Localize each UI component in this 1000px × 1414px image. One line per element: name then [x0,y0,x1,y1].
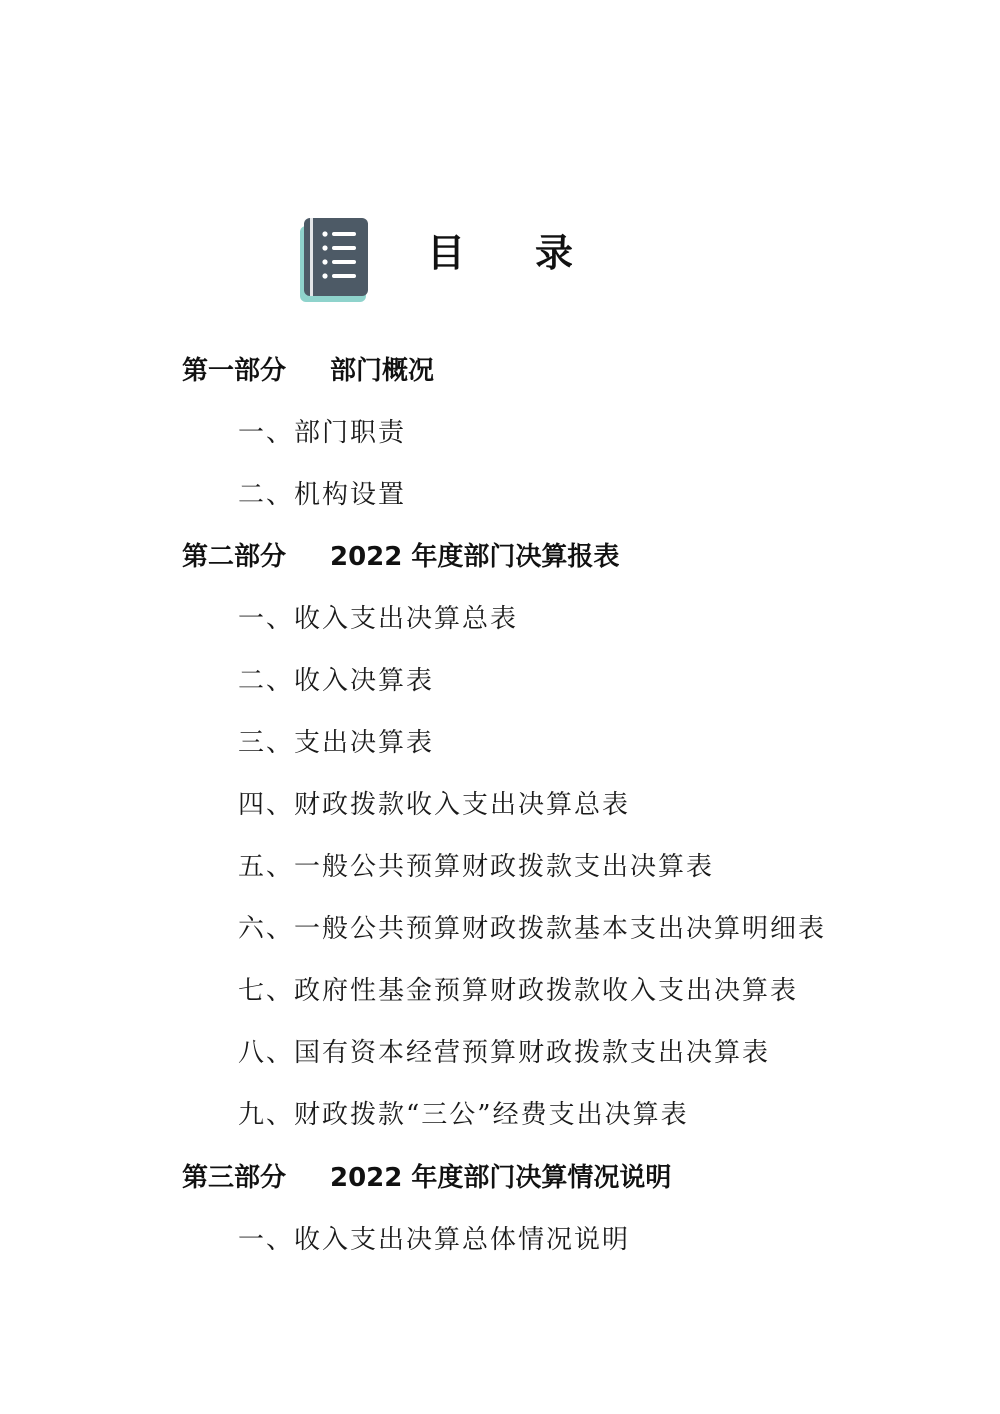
toc-item[interactable]: 七、政府性基金预算财政拨款收入支出决算表 [238,976,799,1006]
toc-item[interactable]: 一、收入支出决算总体情况说明 [238,1225,631,1255]
toc-item[interactable]: 三、支出决算表 [238,728,435,758]
part-label: 第一部分 [182,356,287,386]
part-label: 第三部分 [182,1163,287,1193]
part-title: 2022 年度部门决算报表 [330,542,620,572]
part-title: 2022 年度部门决算情况说明 [330,1163,672,1193]
toc-item[interactable]: 八、国有资本经营预算财政拨款支出决算表 [238,1038,771,1068]
toc-item[interactable]: 九、财政拨款“三公”经费支出决算表 [238,1100,689,1130]
toc-title-char-2: 录 [535,231,574,275]
toc-header [0,0,1000,320]
toc-book-icon [298,216,370,304]
toc-item[interactable]: 一、收入支出决算总表 [238,604,519,634]
toc-part-2[interactable] [182,537,619,577]
toc-item[interactable]: 二、机构设置 [238,480,407,510]
toc-part-1[interactable] [182,351,434,391]
toc-item[interactable]: 四、财政拨款收入支出决算总表 [238,790,631,820]
toc-item[interactable]: 六、一般公共预算财政拨款基本支出决算明细表 [238,914,827,944]
part-label: 第二部分 [182,542,287,572]
toc-title-char-1: 目 [427,231,466,275]
toc-item[interactable]: 五、一般公共预算财政拨款支出决算表 [238,852,715,882]
toc-item[interactable]: 二、收入决算表 [238,666,435,696]
toc-part-3[interactable] [182,1158,671,1198]
toc-item[interactable]: 一、部门职责 [238,418,407,448]
part-title: 部门概况 [330,356,435,386]
